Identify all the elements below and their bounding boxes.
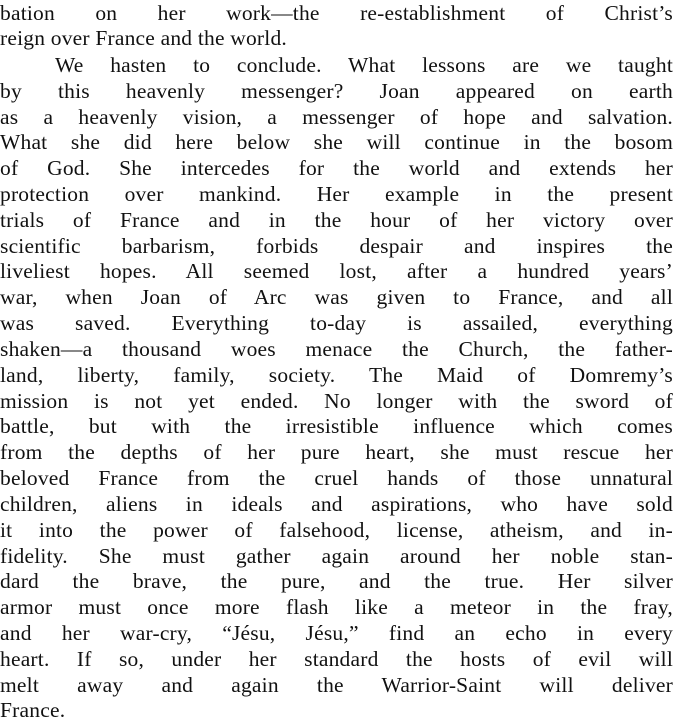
text-line: melt away and again the Warrior-Saint will deliver — [0, 673, 673, 697]
text-line: children, aliens in ideals and aspirations, who have sold — [0, 492, 673, 516]
text-line: bation on her work—the re-establishment of Christ’s — [0, 1, 673, 25]
text-line: scientific barbarism, forbids despair and inspires the — [0, 234, 673, 258]
text-line: We hasten to conclude. What lessons are we taught — [55, 53, 673, 77]
text-line: battle, but with the irresistible influence which comes — [0, 414, 673, 438]
text-line: as a heavenly vision, a messenger of hope and salvation. — [0, 105, 673, 129]
text-line: of God. She intercedes for the world and extends her — [0, 156, 673, 180]
text-line: fidelity. She must gather again around her noble stan- — [0, 544, 673, 568]
text-line: What she did here below she will continue in the bosom — [0, 130, 673, 154]
text-line: trials of France and in the hour of her victory over — [0, 208, 673, 232]
text-line: land, liberty, family, society. The Maid of Domremy’s — [0, 363, 673, 387]
text-line: beloved France from the cruel hands of those unnatural — [0, 466, 673, 490]
text-line: and her war-cry, “Jésu, Jésu,” find an echo in every — [0, 621, 673, 645]
text-line: dard the brave, the pure, and the true. Her silver — [0, 569, 673, 593]
text-line: France. — [0, 698, 66, 719]
text-line: protection over mankind. Her example in the present — [0, 182, 673, 206]
text-line: shaken—a thousand woes menace the Church, the father- — [0, 337, 673, 361]
text-line: by this heavenly messenger? Joan appeared on earth — [0, 79, 673, 103]
text-line: war, when Joan of Arc was given to France, and all — [0, 285, 673, 309]
text-line: reign over France and the world. — [0, 26, 287, 50]
text-line: liveliest hopes. All seemed lost, after a hundred years’ — [0, 259, 673, 283]
text-line: it into the power of falsehood, license, atheism, and in- — [0, 518, 673, 542]
text-line: heart. If so, under her standard the hosts of evil will — [0, 647, 673, 671]
text-line: was saved. Everything to-day is assailed, everything — [0, 311, 673, 335]
text-line: from the depths of her pure heart, she must rescue her — [0, 440, 673, 464]
text-line: mission is not yet ended. No longer with the sword of — [0, 389, 673, 413]
text-line: armor must once more flash like a meteor in the fray, — [0, 595, 673, 619]
